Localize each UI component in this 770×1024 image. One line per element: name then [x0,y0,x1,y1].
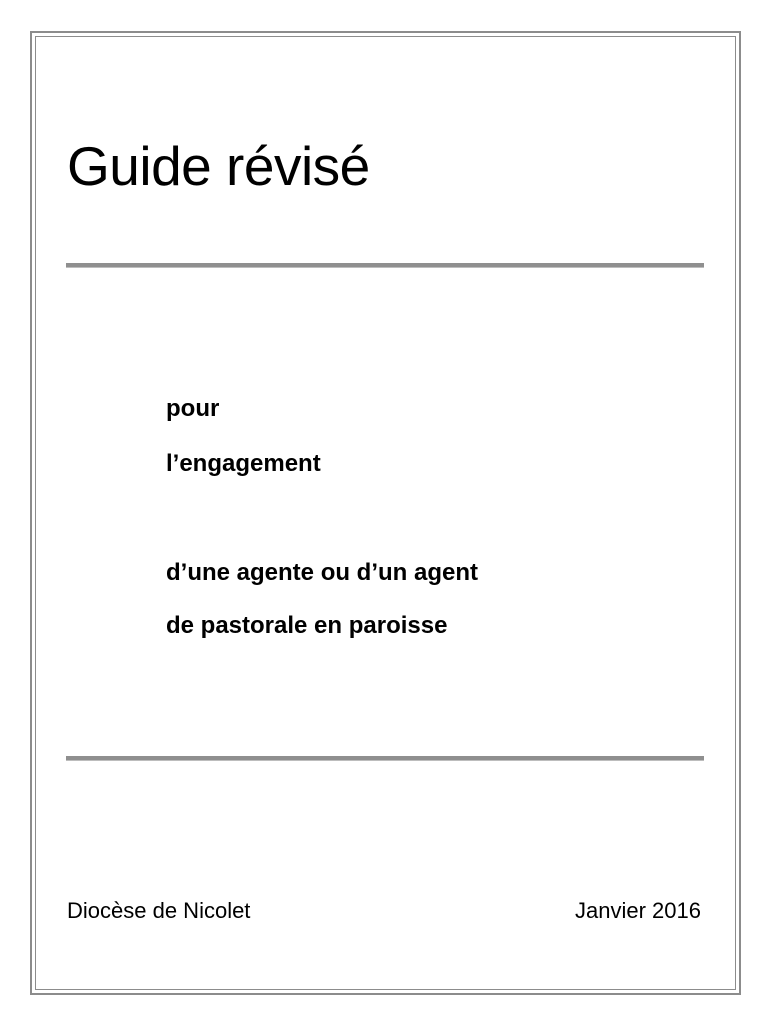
document-title: Guide révisé [67,135,370,197]
publication-date: Janvier 2016 [575,898,701,923]
organization-name: Diocèse de Nicolet [67,898,251,923]
subtitle-line-3: d’une agente ou d’un agent [166,559,478,586]
top-divider [66,263,704,268]
subtitle-line-4: de pastorale en paroisse [166,612,448,639]
bottom-divider [66,756,704,761]
subtitle-line-2: l’engagement [166,450,321,477]
subtitle-line-1: pour [166,395,220,422]
